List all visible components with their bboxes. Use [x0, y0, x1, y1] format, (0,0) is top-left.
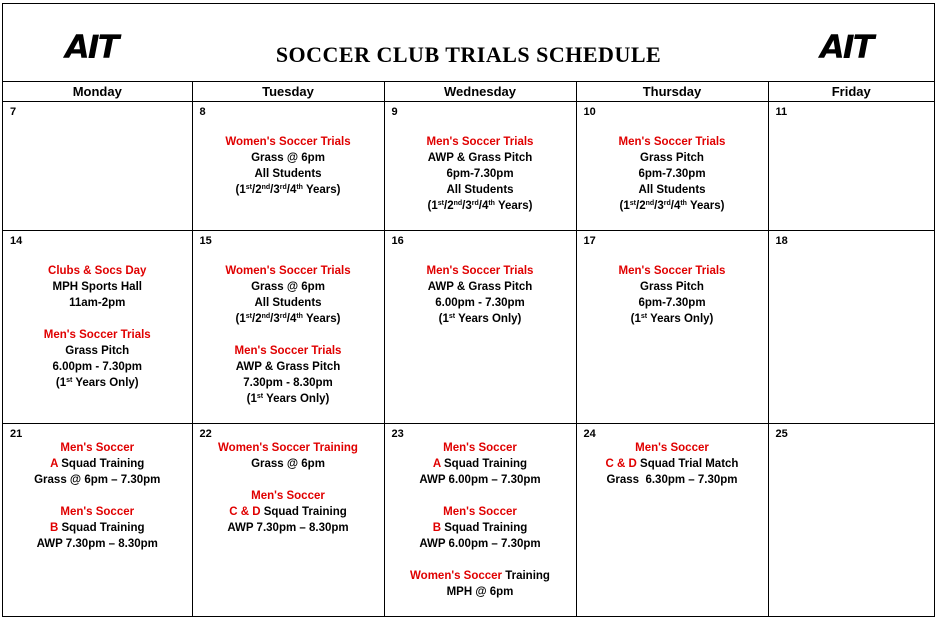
calendar-table	[3, 81, 934, 616]
day-cell	[384, 102, 576, 231]
day-cell	[768, 231, 934, 424]
event-detail: AWP & Grass Pitch	[427, 281, 533, 293]
event-title: Women's Soccer Trials	[225, 265, 351, 277]
event-years: (1st Years Only)	[438, 313, 522, 325]
event-block	[3, 231, 192, 391]
event-block	[577, 424, 768, 488]
event-detail: AWP 7.30pm – 8.30pm	[227, 522, 349, 534]
day-number: 25	[775, 428, 788, 440]
day-cell	[576, 424, 768, 616]
event-block	[577, 102, 768, 214]
event-detail: All Students	[254, 168, 322, 180]
event-detail: B Squad Training	[49, 522, 145, 534]
day-cell	[192, 102, 384, 231]
event-detail: 6pm-7.30pm	[638, 297, 706, 309]
event-detail: A Squad Training	[432, 458, 528, 470]
event-detail: Grass @ 6pm	[251, 281, 325, 293]
event-detail: Grass Pitch	[640, 281, 704, 293]
event-block	[385, 231, 576, 327]
day-number: 11	[775, 106, 788, 118]
event-title: Men's Soccer	[443, 442, 517, 454]
header	[3, 4, 934, 82]
event-title: Clubs & Socs Day	[48, 265, 147, 277]
event-title: Men's Soccer Trials	[426, 136, 534, 148]
schedule-sheet	[2, 3, 935, 617]
event-title: Men's Soccer Trials	[43, 329, 151, 341]
day-number: 15	[199, 235, 212, 247]
day-cell	[768, 424, 934, 616]
event-detail: Grass Pitch	[640, 152, 704, 164]
event-detail: 11am-2pm	[69, 297, 126, 309]
day-cell	[384, 424, 576, 616]
event-years: (1st/2nd/3rd/4th Years)	[235, 313, 341, 325]
event-title: Women's Soccer Training	[218, 442, 358, 454]
event-block	[385, 424, 576, 600]
event-title: Men's Soccer	[60, 506, 135, 518]
event-title: Women's Soccer Training	[410, 570, 550, 582]
day-cell	[576, 102, 768, 231]
day-cell	[768, 102, 934, 231]
event-detail: 7.30pm - 8.30pm	[243, 377, 333, 389]
day-cell	[3, 424, 192, 616]
day-header-row	[3, 81, 934, 102]
day-header-tuesday: Tuesday	[192, 81, 384, 102]
event-detail: Grass 6.30pm – 7.30pm	[606, 474, 738, 486]
event-detail: Grass @ 6pm	[251, 458, 325, 470]
event-detail: AWP & Grass Pitch	[427, 152, 533, 164]
event-title: Men's Soccer Trials	[426, 265, 534, 277]
day-number: 8	[199, 106, 206, 118]
event-title: Men's Soccer Trials	[618, 136, 726, 148]
event-detail: Grass @ 6pm – 7.30pm	[34, 474, 161, 486]
event-detail: All Students	[638, 184, 706, 196]
day-cell	[192, 424, 384, 616]
event-years: (1st Years Only)	[246, 393, 330, 405]
event-block	[193, 102, 384, 198]
day-cell	[3, 231, 192, 424]
event-years: (1st/2nd/3rd/4th Years)	[619, 200, 725, 212]
ait-logo-right: AIT	[820, 28, 873, 66]
day-cell	[192, 231, 384, 424]
event-title: Men's Soccer Trials	[234, 345, 342, 357]
event-detail: Grass @ 6pm	[251, 152, 325, 164]
event-years: (1st Years Only)	[630, 313, 714, 325]
event-detail: AWP 7.30pm – 8.30pm	[36, 538, 158, 550]
day-number: 10	[583, 106, 596, 118]
event-title: Men's Soccer Trials	[618, 265, 726, 277]
day-number: 24	[583, 428, 596, 440]
day-number: 21	[10, 428, 23, 440]
event-detail: 6.00pm - 7.30pm	[435, 297, 525, 309]
event-detail: 6pm-7.30pm	[638, 168, 706, 180]
event-detail: 6.00pm - 7.30pm	[52, 361, 142, 373]
day-number: 16	[391, 235, 404, 247]
day-cell	[384, 231, 576, 424]
event-block	[193, 424, 384, 536]
event-block	[385, 102, 576, 214]
event-title: Men's Soccer	[635, 442, 709, 454]
event-block	[3, 424, 192, 552]
day-number: 7	[10, 106, 17, 118]
day-header-monday: Monday	[3, 81, 192, 102]
event-years: (1st/2nd/3rd/4th Years)	[235, 184, 341, 196]
event-detail: MPH @ 6pm	[446, 586, 514, 598]
day-cell	[576, 231, 768, 424]
page-title: SOCCER CLUB TRIALS SCHEDULE	[275, 42, 662, 67]
event-detail: AWP & Grass Pitch	[235, 361, 341, 373]
event-detail: AWP 6.00pm – 7.30pm	[419, 474, 541, 486]
day-number: 23	[391, 428, 404, 440]
event-detail: C & D Squad Training	[229, 506, 347, 518]
day-header-friday: Friday	[768, 81, 934, 102]
event-detail: All Students	[446, 184, 514, 196]
event-detail: Grass Pitch	[65, 345, 130, 357]
event-detail: C & D Squad Trial Match	[605, 458, 739, 470]
event-years: (1st Years Only)	[55, 377, 139, 389]
event-title: Men's Soccer	[60, 442, 135, 454]
day-number: 17	[583, 235, 596, 247]
day-number: 14	[10, 235, 23, 247]
week-row-1	[3, 102, 934, 231]
event-title: Women's Soccer Trials	[225, 136, 351, 148]
week-row-2	[3, 231, 934, 424]
event-title: Men's Soccer	[443, 506, 517, 518]
event-detail: 6pm-7.30pm	[446, 168, 514, 180]
day-header-thursday: Thursday	[576, 81, 768, 102]
week-row-3	[3, 424, 934, 616]
day-header-wednesday: Wednesday	[384, 81, 576, 102]
event-block	[193, 231, 384, 407]
event-block	[577, 231, 768, 327]
event-detail: All Students	[254, 297, 322, 309]
event-detail: B Squad Training	[432, 522, 528, 534]
event-detail: A Squad Training	[50, 458, 145, 470]
day-number: 18	[775, 235, 788, 247]
event-detail: AWP 6.00pm – 7.30pm	[419, 538, 541, 550]
ait-logo-left: AIT	[65, 28, 118, 66]
event-years: (1st/2nd/3rd/4th Years)	[427, 200, 533, 212]
day-number: 22	[199, 428, 212, 440]
event-detail: MPH Sports Hall	[52, 281, 142, 293]
day-number: 9	[391, 106, 398, 118]
day-cell	[3, 102, 192, 231]
event-title: Men's Soccer	[251, 490, 325, 502]
